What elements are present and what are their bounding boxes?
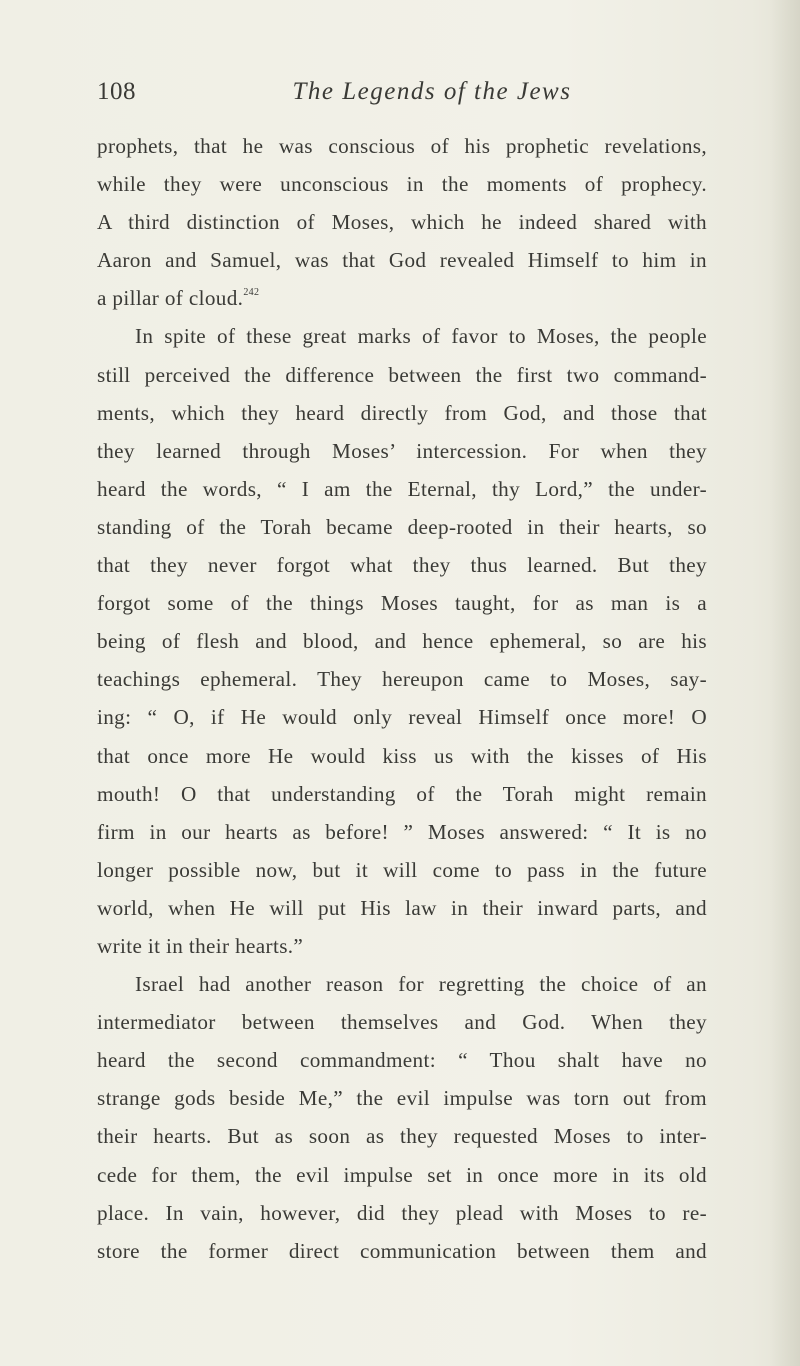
text-line: forgot some of the things Moses taught, for as man is a: [97, 591, 707, 616]
page-edge-shading: [770, 0, 800, 1366]
text-line: standing of the Torah became deep-rooted in their hearts, so: [97, 514, 707, 539]
text-line: heard the second commandment: “ Thou shalt have no: [97, 1048, 707, 1073]
text-line-content: a pillar of cloud.: [97, 286, 244, 311]
text-line: [97, 279, 707, 317]
text-line: Aaron and Samuel, was that God revealed Himself to him in: [97, 248, 707, 273]
text-line: they learned through Moses’ intercession. For when they: [97, 438, 707, 463]
text-line: world, when He will put His law in their inward parts, and: [97, 895, 707, 920]
text-line: still perceived the difference between the first two command-: [97, 362, 707, 387]
text-line: ing: “ O, if He would only reveal Himself once more! O: [97, 705, 707, 730]
text-line: that they never forgot what they thus learned. But they: [97, 553, 707, 578]
text-line: cede for them, the evil impulse set in once more in its old: [97, 1162, 707, 1187]
text-line: being of flesh and blood, and hence ephemeral, so are his: [97, 629, 707, 654]
text-line: while they were unconscious in the moments of prophecy.: [97, 172, 707, 197]
text-line: strange gods beside Me,” the evil impulse was torn out from: [97, 1086, 707, 1111]
text-line: place. In vain, however, did they plead with Moses to re-: [97, 1200, 707, 1225]
text-line: A third distinction of Moses, which he indeed shared with: [97, 210, 707, 235]
text-line: intermediator between themselves and God. When they: [97, 1010, 707, 1035]
text-line: mouth! O that understanding of the Torah might remain: [97, 781, 707, 806]
footnote-reference: 242: [243, 287, 260, 299]
page-header: [97, 78, 707, 118]
page-number: 108: [97, 78, 136, 105]
text-line: heard the words, “ I am the Eternal, thy Lord,” the under-: [97, 476, 707, 501]
text-line: store the former direct communication between them and: [97, 1238, 707, 1263]
text-line: write it in their hearts.”: [97, 933, 304, 958]
text-line: Israel had another reason for regretting the choice of an: [135, 972, 707, 997]
text-line: prophets, that he was conscious of his prophetic revelations,: [97, 134, 707, 158]
running-title: The Legends of the Jews: [292, 78, 572, 105]
text-line: In spite of these great marks of favor to Moses, the people: [135, 324, 707, 349]
text-line: that once more He would kiss us with the kisses of His: [97, 743, 707, 768]
text-line: longer possible now, but it will come to pass in the future: [97, 857, 707, 882]
text-line: their hearts. But as soon as they requested Moses to inter-: [97, 1124, 707, 1149]
text-line: teachings ephemeral. They hereupon came to Moses, say-: [97, 667, 707, 692]
text-line: firm in our hearts as before! ” Moses answered: “ It is no: [97, 819, 707, 844]
body-text: [97, 127, 707, 1270]
text-line: ments, which they heard directly from God, and those that: [97, 400, 707, 425]
